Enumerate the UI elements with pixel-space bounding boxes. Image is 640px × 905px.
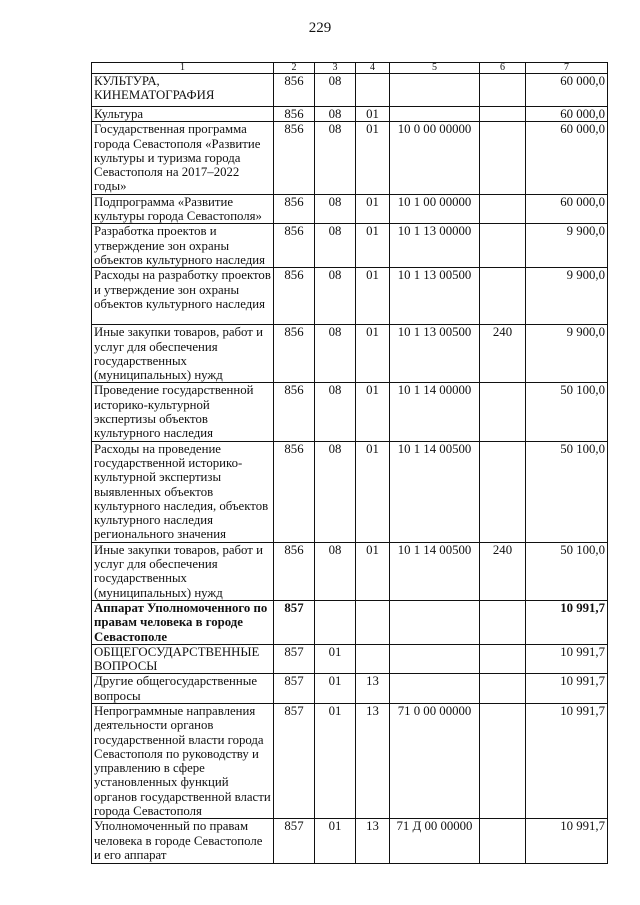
section-code-cell: 08 <box>315 268 356 325</box>
target-article-cell: 10 1 14 00000 <box>390 383 480 441</box>
expense-type-cell: 240 <box>480 542 526 600</box>
target-article-cell <box>390 600 480 644</box>
subsection-code-cell: 01 <box>356 268 390 325</box>
amount-cell: 50 100,0 <box>526 383 608 441</box>
section-code-cell: 01 <box>315 819 356 864</box>
subsection-code-cell: 01 <box>356 194 390 224</box>
expense-type-cell <box>480 703 526 818</box>
header-cell: 5 <box>390 63 480 74</box>
table-row <box>92 194 608 224</box>
expense-type-cell: 240 <box>480 325 526 383</box>
expense-type-cell <box>480 644 526 674</box>
row-name-cell: Уполномоченный по правам человека в городе Севастополе и его аппарат <box>92 819 274 864</box>
header-cell: 4 <box>356 63 390 74</box>
expense-type-cell <box>480 107 526 122</box>
table-row <box>92 674 608 704</box>
amount-cell: 10 991,7 <box>526 674 608 704</box>
target-article-cell: 10 1 13 00500 <box>390 325 480 383</box>
table-row <box>92 644 608 674</box>
ministry-code-cell: 857 <box>274 703 315 818</box>
table-row <box>92 325 608 383</box>
section-code-cell: 08 <box>315 383 356 441</box>
target-article-cell: 71 0 00 00000 <box>390 703 480 818</box>
row-name-cell: Аппарат Уполномоченного по правам человека в городе Севастополе <box>92 600 274 644</box>
table-row <box>92 819 608 864</box>
row-name-cell: Разработка проектов и утверждение зон охраны объектов культурного наследия <box>92 224 274 268</box>
section-code-cell: 08 <box>315 224 356 268</box>
target-article-cell: 10 1 13 00500 <box>390 268 480 325</box>
row-name-cell: Проведение государственной историко-культурной экспертизы объектов культурного наследия <box>92 383 274 441</box>
table-row <box>92 224 608 268</box>
row-name-cell: Культура <box>92 107 274 122</box>
subsection-code-cell: 01 <box>356 441 390 542</box>
row-name-cell: Подпрограмма «Развитие культуры города Севастополя» <box>92 194 274 224</box>
subsection-code-cell <box>356 644 390 674</box>
budget-table <box>91 62 608 864</box>
row-name-cell: Расходы на проведение государственной историко-культурной экспертизы выявленных объектов культурного наследия, объектов культурного наследия регионального значения <box>92 441 274 542</box>
target-article-cell: 10 1 14 00500 <box>390 441 480 542</box>
target-article-cell <box>390 644 480 674</box>
expense-type-cell <box>480 224 526 268</box>
section-code-cell: 01 <box>315 644 356 674</box>
section-code-cell: 01 <box>315 703 356 818</box>
subsection-code-cell: 01 <box>356 325 390 383</box>
subsection-code-cell: 13 <box>356 819 390 864</box>
table-header-row <box>92 63 608 74</box>
section-code-cell: 08 <box>315 122 356 194</box>
subsection-code-cell <box>356 600 390 644</box>
subsection-code-cell: 01 <box>356 122 390 194</box>
target-article-cell: 10 1 00 00000 <box>390 194 480 224</box>
amount-cell: 50 100,0 <box>526 542 608 600</box>
section-code-cell: 08 <box>315 107 356 122</box>
ministry-code-cell: 857 <box>274 644 315 674</box>
table-row <box>92 74 608 107</box>
ministry-code-cell: 857 <box>274 819 315 864</box>
table-row <box>92 122 608 194</box>
expense-type-cell <box>480 819 526 864</box>
subsection-code-cell <box>356 74 390 107</box>
table-row <box>92 542 608 600</box>
header-cell: 3 <box>315 63 356 74</box>
ministry-code-cell: 856 <box>274 122 315 194</box>
amount-cell: 10 991,7 <box>526 819 608 864</box>
ministry-code-cell: 857 <box>274 600 315 644</box>
expense-type-cell <box>480 383 526 441</box>
ministry-code-cell: 856 <box>274 325 315 383</box>
section-code-cell: 08 <box>315 542 356 600</box>
target-article-cell: 10 1 14 00500 <box>390 542 480 600</box>
row-name-cell: Государственная программа города Севастополя «Развитие культуры и туризма города Севастополя на 2017–2022 годы» <box>92 122 274 194</box>
header-cell: 1 <box>92 63 274 74</box>
expense-type-cell <box>480 268 526 325</box>
section-code-cell <box>315 600 356 644</box>
target-article-cell: 10 0 00 00000 <box>390 122 480 194</box>
row-name-cell: Иные закупки товаров, работ и услуг для обеспечения государственных (муниципальных) нужд <box>92 542 274 600</box>
subsection-code-cell: 01 <box>356 383 390 441</box>
header-cell: 6 <box>480 63 526 74</box>
section-code-cell: 08 <box>315 74 356 107</box>
ministry-code-cell: 857 <box>274 674 315 704</box>
target-article-cell: 71 Д 00 00000 <box>390 819 480 864</box>
row-name-cell: ОБЩЕГОСУДАРСТВЕННЫЕ ВОПРОСЫ <box>92 644 274 674</box>
row-name-cell: Непрограммные направления деятельности органов государственной власти города Севастополя по руководству и управлению в сфере установленных функций органов государственной власти города Севастополя <box>92 703 274 818</box>
row-name-cell: Другие общегосударственные вопросы <box>92 674 274 704</box>
section-code-cell: 01 <box>315 674 356 704</box>
budget-table-body <box>92 63 608 864</box>
row-name-cell: Иные закупки товаров, работ и услуг для обеспечения государственных (муниципальных) нужд <box>92 325 274 383</box>
ministry-code-cell: 856 <box>274 194 315 224</box>
table-row <box>92 441 608 542</box>
target-article-cell <box>390 74 480 107</box>
page-number: 229 <box>308 20 332 36</box>
table-row <box>92 703 608 818</box>
expense-type-cell <box>480 122 526 194</box>
row-name-cell: КУЛЬТУРА, КИНЕМАТОГРАФИЯ <box>92 74 274 107</box>
header-cell: 2 <box>274 63 315 74</box>
subsection-code-cell: 13 <box>356 674 390 704</box>
amount-cell: 60 000,0 <box>526 122 608 194</box>
section-code-cell: 08 <box>315 325 356 383</box>
ministry-code-cell: 856 <box>274 268 315 325</box>
amount-cell: 60 000,0 <box>526 107 608 122</box>
ministry-code-cell: 856 <box>274 107 315 122</box>
expense-type-cell <box>480 674 526 704</box>
header-cell: 7 <box>526 63 608 74</box>
subsection-code-cell: 13 <box>356 703 390 818</box>
amount-cell: 50 100,0 <box>526 441 608 542</box>
amount-cell: 9 900,0 <box>526 325 608 383</box>
table-row <box>92 268 608 325</box>
ministry-code-cell: 856 <box>274 383 315 441</box>
target-article-cell <box>390 107 480 122</box>
expense-type-cell <box>480 74 526 107</box>
table-row <box>92 383 608 441</box>
amount-cell: 9 900,0 <box>526 224 608 268</box>
ministry-code-cell: 856 <box>274 74 315 107</box>
expense-type-cell <box>480 441 526 542</box>
target-article-cell: 10 1 13 00000 <box>390 224 480 268</box>
subsection-code-cell: 01 <box>356 107 390 122</box>
amount-cell: 60 000,0 <box>526 74 608 107</box>
subsection-code-cell: 01 <box>356 224 390 268</box>
amount-cell: 9 900,0 <box>526 268 608 325</box>
section-code-cell: 08 <box>315 194 356 224</box>
amount-cell: 10 991,7 <box>526 644 608 674</box>
amount-cell: 60 000,0 <box>526 194 608 224</box>
ministry-code-cell: 856 <box>274 542 315 600</box>
section-code-cell: 08 <box>315 441 356 542</box>
amount-cell: 10 991,7 <box>526 600 608 644</box>
target-article-cell <box>390 674 480 704</box>
expense-type-cell <box>480 194 526 224</box>
row-name-cell: Расходы на разработку проектов и утверждение зон охраны объектов культурного наследия <box>92 268 274 325</box>
amount-cell: 10 991,7 <box>526 703 608 818</box>
subsection-code-cell: 01 <box>356 542 390 600</box>
ministry-code-cell: 856 <box>274 224 315 268</box>
ministry-code-cell: 856 <box>274 441 315 542</box>
table-row <box>92 107 608 122</box>
expense-type-cell <box>480 600 526 644</box>
table-row <box>92 600 608 644</box>
